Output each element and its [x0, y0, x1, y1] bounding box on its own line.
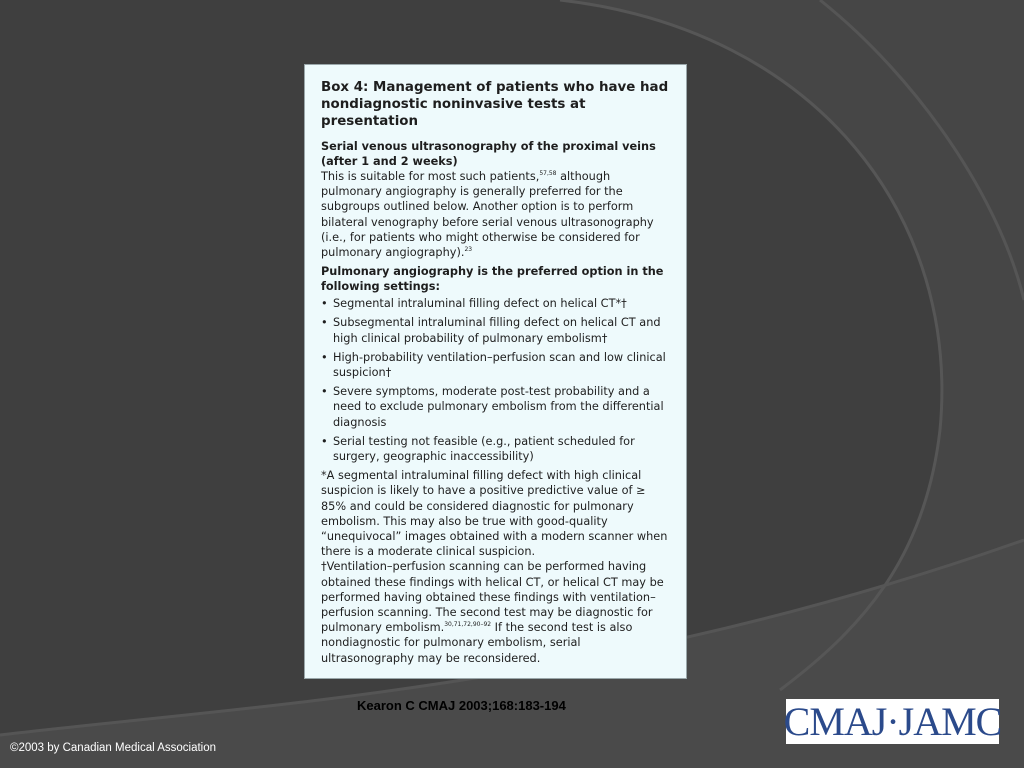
section-text-ultrasonography: This is suitable for most such patients,$^{57,58}$ although pulmonary angiography is generally preferred for the subgroups outlined below. Another option is to perform bilateral venography before serial venous ultrasonography (i.e., for patients who might otherwise be considered for pulmonary angiography).$^{23}$ [321, 170, 654, 260]
list-item: • Severe symptoms, moderate post-test probability and a need to exclude pulmonary embolism from the differential diagnosis [321, 385, 664, 429]
footnote-dagger: †Ventilation–perfusion scanning can be performed having obtained these findings with helical CT, or helical CT may be performed having obtained these findings with ventilation–perfusion scanning. The second test may be diagnostic for pulmonary embolism.$^{30,71,72,90-92}$ If the second test is also nondiagnostic for pulmonary embolism, serial ultrasonography may be reconsidered. [321, 560, 664, 665]
bullet-icon: • [321, 434, 328, 448]
logo-text: CMAJ·JAMC [783, 698, 1002, 744]
copyright: ©2003 by Canadian Medical Association [10, 742, 217, 754]
bullet-icon: • [321, 316, 328, 330]
management-box [304, 64, 687, 679]
section-heading-angiography: Pulmonary angiography is the preferred option in the following settings: [321, 265, 664, 294]
bullet-icon: • [321, 350, 328, 364]
reference-superscript: 23 [464, 246, 473, 254]
bullet-icon: • [321, 385, 328, 399]
bullet-icon: • [321, 297, 328, 311]
citation: Kearon C CMAJ 2003;168:183-194 [357, 698, 566, 713]
box-title: Box 4: Management of patients who have had nondiagnostic noninvasive tests at presentation [321, 80, 669, 129]
reference-superscript: 57,58 [539, 170, 557, 177]
reference-superscript: 30,71,72,90–92 [444, 621, 492, 629]
list-item: • Subsegmental intraluminal filling defect on helical CT and high clinical probability of pulmonary embolism† [321, 316, 661, 345]
cmaj-jamc-logo [783, 698, 1002, 744]
list-item: • Segmental intraluminal filling defect on helical CT*† [321, 297, 627, 311]
footnote-asterisk: *A segmental intraluminal filling defect with high clinical suspicion is likely to have a positive predictive value of ≥ 85% and could be considered diagnostic for pulmonary embolism. This may also be true with good-quality “unequivocal” images obtained with a modern scanner when there is a moderate clinical suspicion. [321, 469, 668, 559]
settings-list [321, 296, 674, 464]
list-item: • High-probability ventilation–perfusion scan and low clinical suspicion† [321, 350, 666, 380]
list-item: • Serial testing not feasible (e.g., patient scheduled for surgery, geographic inaccessibility) [321, 434, 635, 464]
section-heading-ultrasonography: Serial venous ultrasonography of the proximal veins (after 1 and 2 weeks) [321, 140, 656, 168]
